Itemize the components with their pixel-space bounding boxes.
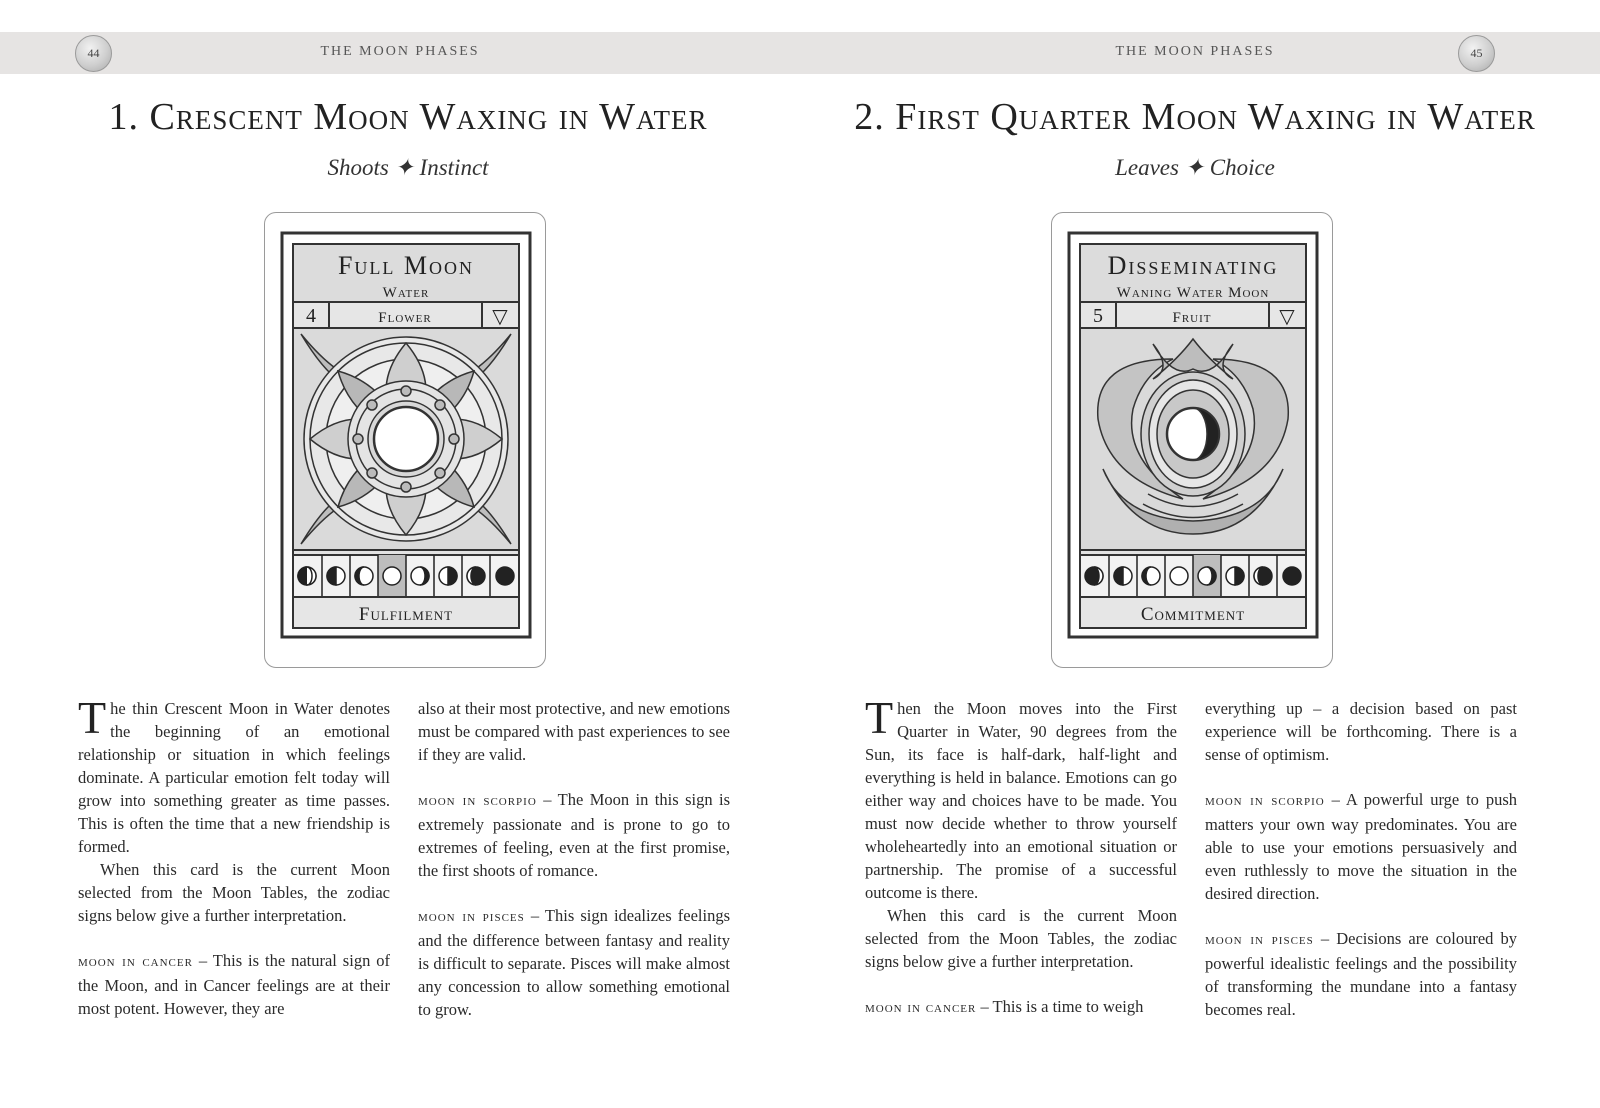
- left-card: [264, 212, 546, 668]
- zodiac-label: moon in scorpio: [418, 793, 537, 809]
- water-triangle-icon: ▽: [492, 304, 508, 328]
- left-subtitle: Shoots ✦ Instinct: [327, 155, 489, 180]
- zodiac-label: moon in cancer: [78, 954, 193, 970]
- paragraph: also at their most protective, and new emotions must be compared with past experiences to see if they are valid.: [418, 699, 730, 764]
- right-subtitle: Leaves ✦ Choice: [1115, 155, 1275, 180]
- full-moon-card-illustration: [265, 213, 547, 669]
- paragraph: hen the Moon moves into the First Quarter in Water, 90 degrees from the Sun, its face is half-dark, half-light and everything is held in balance. Emotions can go either way and choices have to be made. You must now decide whether to throw yourself wholeheartedly into an emotional situation or partnership. The promise of a successful outcome is there.: [865, 699, 1177, 902]
- paragraph: everything up – a decision based on past experience will be forthcoming. There is a sense of optimism.: [1205, 699, 1517, 764]
- right-section-title: 2. First Quarter Moon Waxing in Water: [854, 96, 1536, 138]
- card-name: Full Moon: [337, 251, 475, 280]
- card-number: 5: [1093, 305, 1103, 327]
- zodiac-label: moon in pisces: [1205, 932, 1314, 948]
- drop-cap: T: [78, 692, 107, 743]
- zodiac-label: moon in scorpio: [1205, 793, 1325, 809]
- left-text-column-2: [418, 697, 730, 1021]
- right-text-column-2: [1205, 697, 1517, 1021]
- right-text-column-1: [865, 692, 1177, 1020]
- paragraph: moon in scorpio – A powerful urge to push matters your own way predominates. You are able to use your emotions persuasively and even ruthlessly to move the situation in the desired direction.: [1205, 790, 1517, 903]
- paragraph: moon in pisces – Decisions are coloured by powerful idealistic feelings and the possibility of transforming the mundane into a fantasy becomes real.: [1205, 929, 1517, 1019]
- card-keyword: Fulfilment: [358, 604, 454, 625]
- paragraph: he thin Crescent Moon in Water denotes the beginning of an emotional relationship or situation in which feelings dominate. A particular emotion felt today will grow into something greater as time passes. This is often the time that a new friendship is formed.: [78, 699, 390, 856]
- mandala-flower-icon: [301, 334, 511, 544]
- paragraph: When this card is the current Moon selected from the Moon Tables, the zodiac signs below give a further interpretation.: [865, 906, 1177, 971]
- card-number: 4: [306, 305, 316, 327]
- card-element: Water: [382, 285, 430, 301]
- zodiac-label: moon in pisces: [418, 909, 525, 925]
- right-card: [1051, 212, 1333, 668]
- right-running-head: THE MOON PHASES: [1115, 44, 1275, 59]
- left-text-column-1: [78, 692, 390, 1020]
- left-running-head: THE MOON PHASES: [320, 44, 480, 59]
- drop-cap: T: [865, 692, 894, 743]
- card-stage: Flower: [378, 310, 432, 326]
- paragraph: moon in cancer – This is the natural sign of the Moon, and in Cancer feelings are at their most potent. However, they are: [78, 951, 390, 1018]
- left-page-number: 44: [75, 35, 112, 72]
- card-name: Disseminating: [1107, 251, 1279, 280]
- disseminating-card-illustration: [1052, 213, 1334, 669]
- paragraph: moon in pisces – This sign idealizes feelings and the difference between fantasy and reality is difficult to separate. Pisces will make almost any concession to allow something emotional to grow.: [418, 906, 731, 1019]
- right-page-number: 45: [1458, 35, 1495, 72]
- water-triangle-icon: ▽: [1279, 304, 1295, 328]
- paragraph: When this card is the current Moon selected from the Moon Tables, the zodiac signs below give a further interpretation.: [78, 860, 390, 925]
- zodiac-label: moon in cancer: [865, 1000, 977, 1016]
- paragraph: moon in scorpio – The Moon in this sign is extremely passionate and is prone to go to extremes of feeling, even at the first promise, the first shoots of romance.: [418, 790, 731, 880]
- card-stage: Fruit: [1172, 310, 1212, 326]
- card-element: Waning Water Moon: [1116, 285, 1270, 301]
- paragraph: moon in cancer – This is a time to weigh: [865, 997, 1144, 1016]
- left-section-title: 1. Crescent Moon Waxing in Water: [108, 96, 708, 138]
- card-keyword: Commitment: [1140, 604, 1246, 625]
